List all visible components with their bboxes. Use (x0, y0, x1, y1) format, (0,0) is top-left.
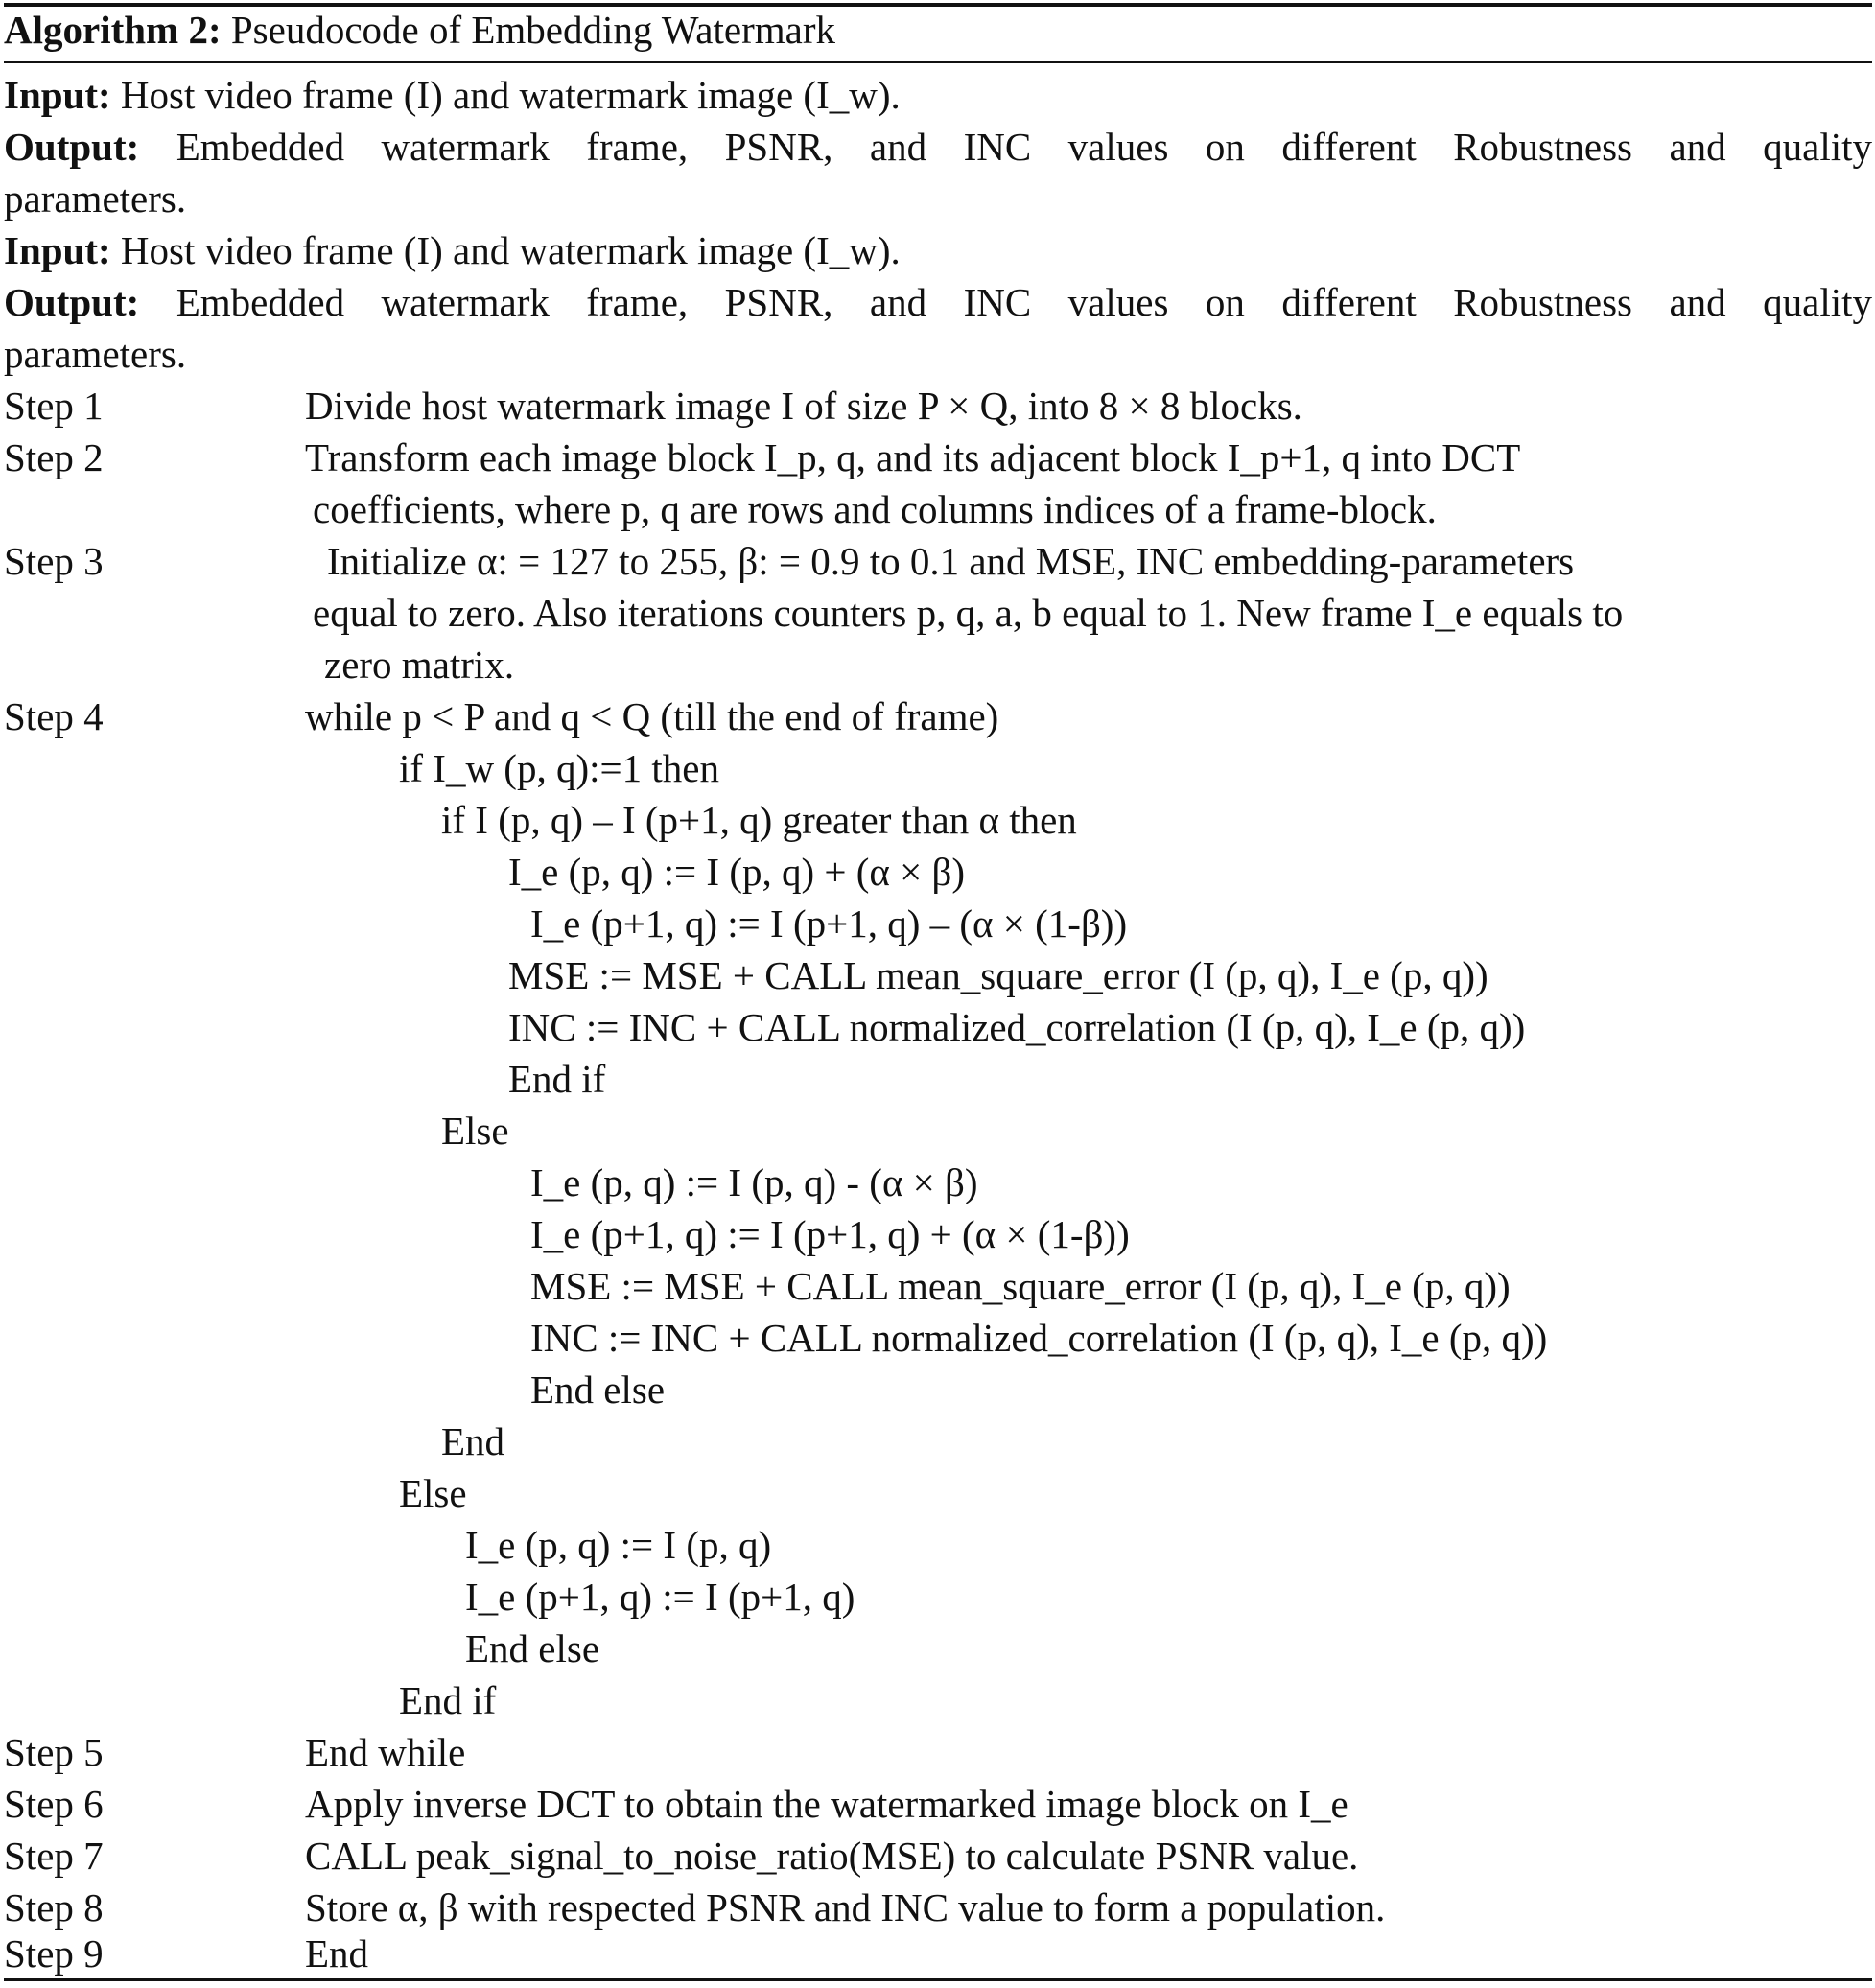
step-text: Apply inverse DCT to obtain the watermarked image block on I_e (305, 1782, 1348, 1826)
step-text: Transform each image block I_p, q, and its adjacent block I_p+1, q into DCT (305, 435, 1521, 479)
step-label: Step 2 (4, 435, 104, 479)
step-label: Step 7 (4, 1834, 104, 1878)
step-label: Step 6 (4, 1782, 104, 1826)
code-line: if I_w (p, q):=1 then (399, 746, 719, 790)
output-label: Output: (4, 280, 140, 324)
code-line: MSE := MSE + CALL mean_square_error (I (p, q), I_e (p, q)) (530, 1264, 1511, 1308)
table-header-rule (4, 61, 1872, 63)
output-line (4, 121, 1872, 173)
algorithm-title-label: Algorithm 2: (4, 8, 222, 52)
input-text: Host video frame (I) and watermark image (I_w). (120, 228, 901, 272)
step-text-continuation: coefficients, where p, q are rows and columns indices of a frame-block. (313, 487, 1437, 531)
step-label: Step 5 (4, 1730, 104, 1774)
step-label: Step 4 (4, 694, 104, 738)
algorithm-title (4, 4, 835, 56)
code-line: MSE := MSE + CALL mean_square_error (I (p, q), I_e (p, q)) (508, 953, 1488, 997)
step-text-continuation: zero matrix. (324, 643, 515, 687)
code-line: I_e (p, q) := I (p, q) - (α × β) (530, 1160, 978, 1204)
input-text: Host video frame (I) and watermark image (I_w). (120, 73, 901, 117)
code-line: End else (530, 1368, 666, 1412)
table-bottom-rule (4, 1978, 1872, 1981)
code-line: if I (p, q) – I (p+1, q) greater than α then (441, 798, 1077, 842)
step-text: while p < P and q < Q (till the end of frame) (305, 694, 999, 738)
code-line: Else (399, 1471, 467, 1515)
code-line: End if (508, 1057, 606, 1101)
code-line: I_e (p, q) := I (p, q) (465, 1523, 772, 1567)
code-line: Else (441, 1109, 509, 1153)
step-label: Step 9 (4, 1931, 104, 1976)
code-line: End (441, 1419, 505, 1463)
code-line: End if (399, 1678, 497, 1722)
input-label: Input: (4, 73, 111, 117)
step-label: Step 8 (4, 1885, 104, 1930)
step-text: End (305, 1931, 369, 1976)
output-line-repeat (4, 276, 1872, 328)
input-label: Input: (4, 228, 111, 272)
output-continuation-repeat: parameters. (4, 332, 187, 376)
output-text: Embedded watermark frame, PSNR, and INC values on different Robustness and quality (176, 280, 1873, 324)
code-line: INC := INC + CALL normalized_correlation (I (p, q), I_e (p, q)) (508, 1005, 1526, 1049)
step-text: CALL peak_signal_to_noise_ratio(MSE) to calculate PSNR value. (305, 1834, 1359, 1878)
step-text: Divide host watermark image I of size P × Q, into 8 × 8 blocks. (305, 384, 1302, 428)
input-line-repeat (4, 224, 901, 276)
step-label: Step 1 (4, 384, 104, 428)
step-label: Step 3 (4, 539, 104, 583)
step-text-continuation: equal to zero. Also iterations counters p, q, a, b equal to 1. New frame I_e equals to (313, 591, 1624, 635)
code-line: I_e (p, q) := I (p, q) + (α × β) (508, 850, 966, 894)
output-label: Output: (4, 125, 140, 169)
step-text: Initialize α: = 127 to 255, β: = 0.9 to 0.1 and MSE, INC embedding-parameters (327, 539, 1575, 583)
code-line: I_e (p+1, q) := I (p+1, q) – (α × (1-β)) (530, 901, 1128, 946)
code-line: INC := INC + CALL normalized_correlation (I (p, q), I_e (p, q)) (530, 1316, 1548, 1360)
input-line (4, 69, 901, 121)
step-text: End while (305, 1730, 466, 1774)
code-line: I_e (p+1, q) := I (p+1, q) (465, 1575, 855, 1619)
code-line: End else (465, 1626, 600, 1671)
output-continuation: parameters. (4, 176, 187, 221)
algorithm-title-text: Pseudocode of Embedding Watermark (230, 8, 835, 52)
code-line: I_e (p+1, q) := I (p+1, q) + (α × (1-β)) (530, 1212, 1130, 1256)
step-text: Store α, β with respected PSNR and INC value to form a population. (305, 1885, 1386, 1930)
output-text: Embedded watermark frame, PSNR, and INC values on different Robustness and quality (176, 125, 1873, 169)
